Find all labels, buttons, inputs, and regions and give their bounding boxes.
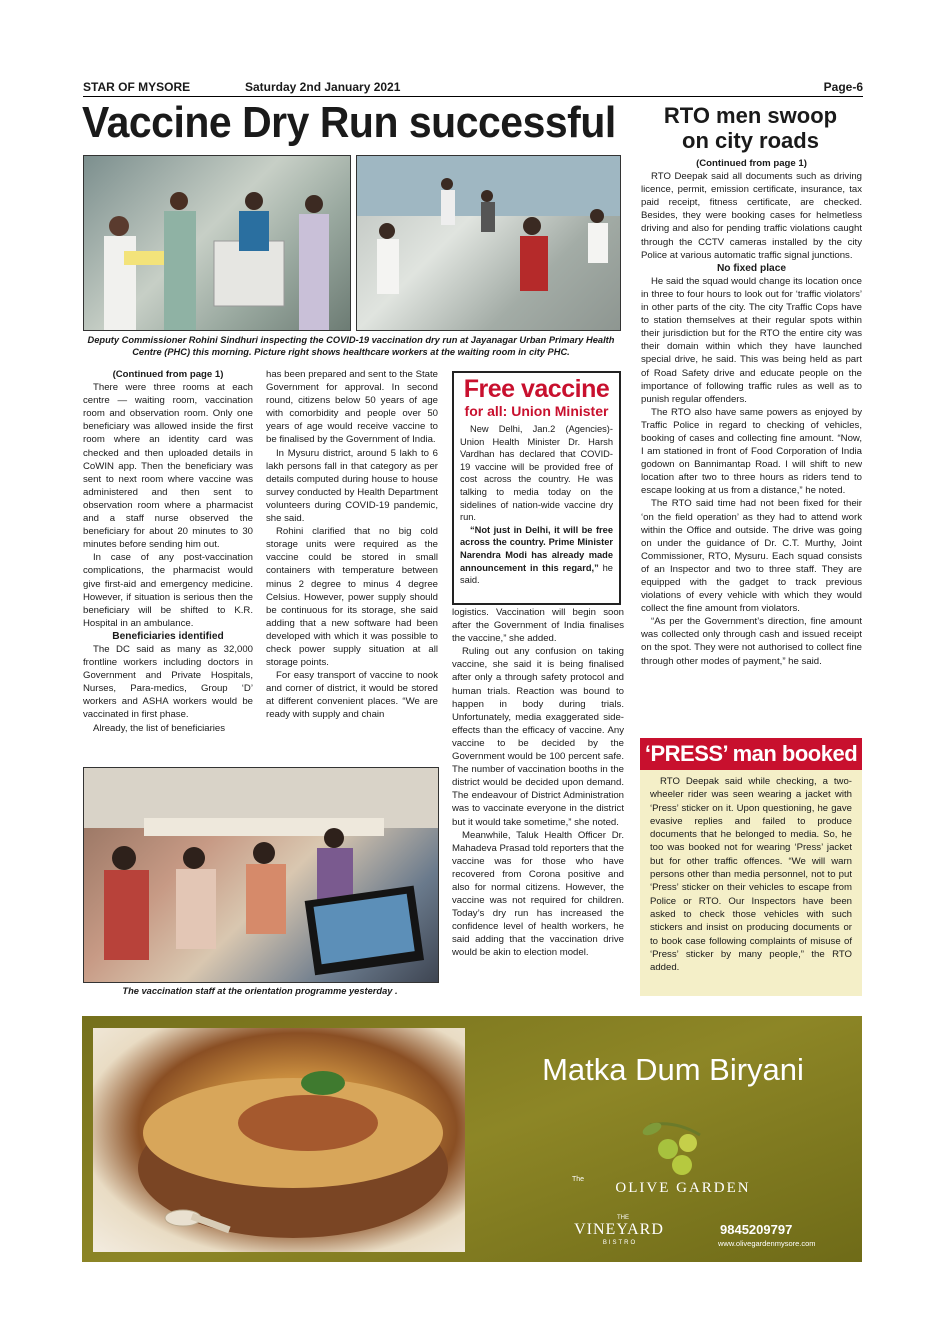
subheading: No fixed place (716, 262, 787, 274)
paragraph: He said the squad would change its location once in three to four hours to look out for ‘traffic violators’ in other parts of the city. The city Traffic Cops have to station themselves at their regular spots within their jurisdiction but for the RTO the entire city was their domain within which they have launched special drive, he said. This was being held as part of Road Safety drive and educate people on the importance of following traffic rules as well as to punish regular offenders. (641, 275, 862, 405)
paragraph: The RTO also have same powers as enjoyed by Traffic Police in regard to checking of vehicles, booking of cases and collecting fine amount. “Now, I am stationed in front of Food Corporation of India godown on Bannimantap Road. I will shift to new location after two to three hours as riders tend to escape looking at us from a distance,” he noted. (641, 406, 862, 497)
dc-inspection-photo (83, 155, 351, 331)
paragraph: Rohini clarified that no big cold storage units were required as the vaccine could be stored in small containers with temperature between minus 2 degree to minus 4 degree Celsius. However, power supply should be continuous for its storage, she said adding that a new software had been developed with which it was possible to check power supply situation at all storage points. (266, 526, 438, 669)
paragraph: RTO Deepak said while checking, a two-wheeler rider was seen wearing a jacket with ‘Press’ sticker on it. Upon questioning, he gave evasive replies and failed to produce documents that he belonged to media. So, he too was booked not for wearing ‘Press’ jacket but for other traffic offences. “We will warn persons other than media personnel, not to put ‘Press’ sticker on their vehicles to escape from Police or RTO. Our Inspectors have been asked to check those vehicles with such stickers and insist on producing documents or to book case following complaints of misuse of ‘Press’ sticker by many people,” the RTO added. (650, 776, 852, 974)
biryani-pot-icon (93, 1028, 465, 1252)
bistro-label: BISTRO (602, 1240, 638, 1246)
rto-headline-line1: RTO men swoop (663, 103, 838, 128)
header-rule (83, 96, 863, 97)
top-photo-caption: Deputy Commissioner Rohini Sindhuri inspecting the COVID-19 vaccination dry run at Jayanagar Urban Primary Health Centre (PHC) this morning. Picture right shows healthcare workers at the waiting room in city PHC. (87, 335, 615, 357)
free-vaccine-title: Free vaccine (463, 375, 610, 403)
healthcare-workers-icon (357, 156, 620, 330)
bistro-the: THE (617, 1215, 629, 1221)
paragraph: has been prepared and sent to the State Government for approval. In second round, citizens below 50 years of age with comorbidity and people over 50 years of age would receive vaccine to be finalised by the Government of India. (266, 369, 438, 446)
paragraph: New Delhi, Jan.2 (Agencies)- Union Health Minister Dr. Harsh Vardhan has declared that COVID-19 vaccine will be provided free of cost across the country. He was talking to media today on the sidelines of nation-wide vaccine dry run. (460, 424, 613, 523)
article-column-1 (83, 368, 253, 735)
press-box (640, 770, 862, 996)
paragraph: In Mysuru district, around 5 lakh to 6 lakh persons fall in that category as per details computed during house to house survey conducted by Health Department volunteers during COVID-19 pandemic, she said. (266, 447, 438, 525)
subheading: Beneficiaries identified (112, 630, 224, 642)
paragraph: The DC said as many as 32,000 frontline workers including doctors in Government and Private Hospitals, Nurses, Para-medics, Group ‘D’ workers and ASHA workers would be vaccinated in first phase. (83, 643, 253, 721)
article-column-3 (452, 606, 624, 960)
paper-name: STAR OF MYSORE (83, 80, 191, 94)
waiting-room-photo (356, 155, 621, 331)
ad-website: www.olivegardenmysore.com (718, 1239, 816, 1248)
continued-label: (Continued from page 1) (112, 369, 224, 380)
paragraph: For easy transport of vaccine to nook and corner of district, it would be stored at different convenient places. “We are ready with supply and chain (266, 670, 438, 721)
brand-the: The (571, 1176, 585, 1183)
quote-bold: “Not just in Delhi, it will be free across the country. Prime Minister Narendra Modi has already made announcement in this regard,” (460, 524, 613, 573)
rto-headline-line2: on city roads (682, 128, 819, 153)
vineyard-brand: VINEYARD (574, 1221, 664, 1238)
paragraph: Ruling out any confusion on taking vaccine, she said it is being finalised after only a through safety protocol and human trials. Reaction was bound to happen in body during trials. Unfortunately, media exaggerated side-effects than the efficacy of vaccine. Any vaccine to be decided by the Government would be 100 percent safe. The number of vaccination booths in the district would be decided upon demand. The endeavour of District Administration was to vaccinate everyone in the district but it would take sometime,” she noted. (452, 646, 624, 828)
meeting-illustration-icon (84, 768, 438, 982)
paragraph: RTO Deepak said all documents such as driving licence, permit, emission certificate, insurance, tax paid receipt, fitness certificate, are checked. Besides, they were booking cases for helmetless driving and also for pending traffic violations caught through the CCTV cameras installed by the city Police at various automatic traffic signal junctions. (641, 171, 862, 261)
free-vaccine-box (452, 371, 621, 605)
press-headline: ‘PRESS’ man booked (640, 738, 862, 770)
paragraph: Meanwhile, Taluk Health Officer Dr. Mahadeva Prasad told reporters that the vaccine was for those who have recovered from Corona positive and also for normal citizens. However, the vaccine was not required for children. Today’s dry run has increased the confidence level of health workers, he said adding that the vaccination drive would be akin to election model. (452, 829, 624, 959)
quote-tail: he said. (460, 562, 613, 586)
paragraph: “As per the Government’s direction, fine amount was collected only through cash and issued receipt on the spot. They were not authorised to collect fine through other modes of payment,” he said. (641, 616, 862, 667)
article-column-2 (266, 368, 438, 722)
biryani-pot-photo (93, 1028, 465, 1252)
paragraph: In case of any post-vaccination complications, the pharmacist would give first-aid and emergency medicine. However, if situation is serious then the beneficiary will be shifted to K.R. Hospital in an ambulance. (83, 552, 253, 629)
olive-logo-icon (630, 1115, 722, 1185)
rto-article (641, 157, 862, 668)
continued-label: (Continued from page 1) (696, 158, 807, 169)
ad-title: Matka Dum Biryani (542, 1052, 804, 1087)
orientation-programme-photo (83, 767, 439, 983)
ad-phone: 9845209797 (720, 1222, 793, 1237)
rto-headline (638, 103, 863, 153)
people-illustration-icon (84, 156, 350, 330)
olive-garden-brand: OLIVE GARDEN (615, 1180, 751, 1196)
free-vaccine-subtitle: for all: Union Minister (464, 403, 609, 419)
paragraph: Already, the list of beneficiaries (93, 722, 226, 734)
bottom-photo-caption: The vaccination staff at the orientation programme yesterday . (122, 986, 398, 996)
page-number: Page-6 (823, 80, 863, 94)
paragraph: logistics. Vaccination will begin soon after the Government of India finalises the vaccine,” she added. (452, 607, 624, 645)
paragraph: There were three rooms at each centre — waiting room, vaccination room and observation room. Only one beneficiary was allowed inside the first room where an identity card was checked and then uploaded details in CoWIN app. Then the beneficiary was sent to next room where vaccine was administered and then sent to observation room where a pharmacist and a staff nurse observed the beneficiary for about 20 minutes to 30 minutes before sending him out. (83, 382, 253, 551)
paragraph: The RTO said time had not been fixed for their ‘on the field operation’ as they had to attend work within the Office and outside. The drive was going on under the guidance of Dr. C.T. Murthy, Joint Commissioner, RTO, Mysuru. Each squad consists of an Inspector and two to three staff. They are equipped with the gadget to track previous violations of every vehicle with which they would collect the fine amount from violators. (641, 498, 862, 615)
issue-date: Saturday 2nd January 2021 (245, 80, 401, 94)
main-headline: Vaccine Dry Run successful (82, 98, 616, 147)
